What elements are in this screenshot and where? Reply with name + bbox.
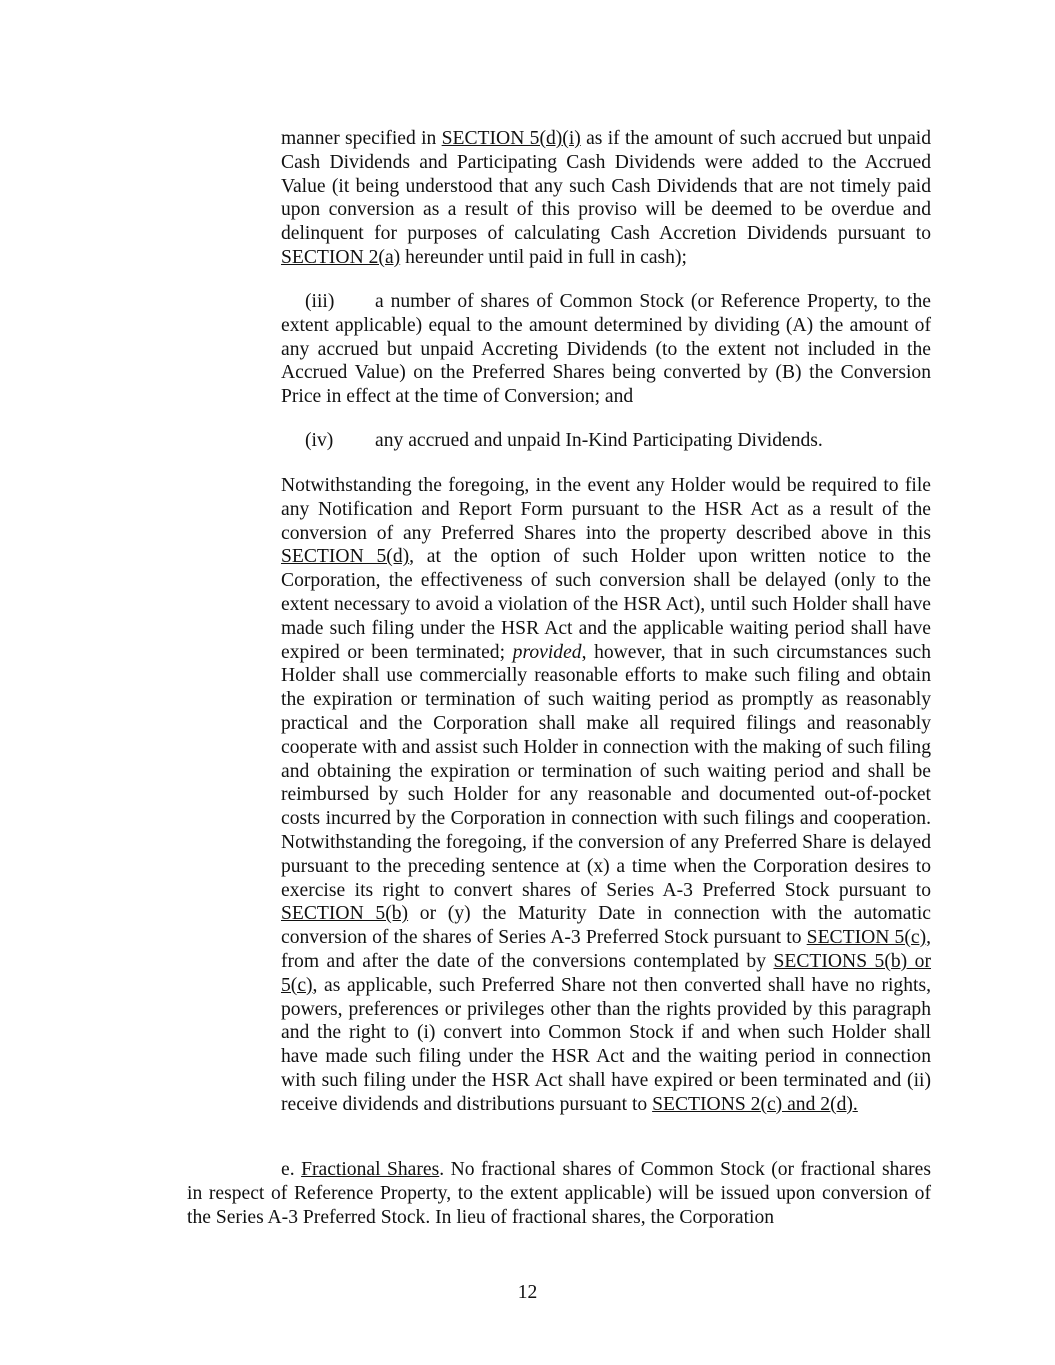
section-reference: SECTION 5(d) xyxy=(281,546,410,568)
paragraph-text: manner specified in xyxy=(281,128,442,149)
paragraph-text: as if the amount of such accrued but unpaid Cash Dividends and Participating Cash Dividends were added to the Accrued Value (it being understood that any such Cash Dividends that are not timely paid upon conversion as a result of this proviso will be deemed to be overdue and delinquent for purposes of calculating Cash Accretion Dividends pursuant to xyxy=(281,128,932,245)
list-item-text: any accrued and unpaid In-Kind Participating Dividends. xyxy=(375,430,823,451)
paragraph-text: , however, that in such circumstances such Holder shall use commercially reasonable efforts to make such filing and obtain the expiration or termination of such waiting period as promptly as reasonably practical and the Corporation shall make all required filings and reasonably cooperate with and assist such Holder in connection with the making of such filing and obtaining the expiration or termination of such waiting period and shall be reimbursed by such Holder for any reasonable and documented out-of-pocket costs incurred by the Corporation in connection with such filings and cooperation. Notwithstanding the foregoing, if the conversion of any Preferred Share is delayed pursuant to the preceding sentence at (x) a time when the Corporation desires to exercise its right to convert shares of Series A-3 Preferred Stock pursuant to xyxy=(281,641,931,901)
section-reference: SECTION 5(d)(i) xyxy=(441,128,581,149)
section-letter: e. xyxy=(281,1159,295,1180)
page-number: 12 xyxy=(517,1282,538,1303)
section-e-paragraph xyxy=(187,1158,931,1229)
paragraph-text: , at the option of such Holder upon written notice to the Corporation, the effectiveness of such conversion shall be delayed (only to the extent necessary to avoid a violation of the HSR Act), until such Holder shall have made such filing under the HSR Act and the applicable waiting period shall have expired or been terminated; xyxy=(281,546,931,663)
list-item-iv xyxy=(281,429,931,453)
section-reference: SECTION 2(a) xyxy=(281,246,401,268)
paragraph-text: , from and after the date of the conversions contemplated by xyxy=(281,927,931,972)
paragraph-text: or (y) the Maturity Date in connection with the automatic conversion of the shares of Series A-3 Preferred Stock pursuant to xyxy=(281,903,931,949)
section-reference: SECTIONS 5(b) or 5(c) xyxy=(281,950,931,996)
list-item-iii xyxy=(281,290,931,409)
section-reference: SECTIONS 2(c) and 2(d). xyxy=(652,1093,858,1115)
paragraph-text: hereunder until paid in full in cash); xyxy=(400,246,687,268)
notwithstanding-paragraph xyxy=(281,474,931,1117)
list-item-text: a number of shares of Common Stock (or Reference Property, to the extent applicable) equal to the amount determined by dividing (A) the amount of any accrued but unpaid Accreting Dividends (to the extent not included in the Accrued Value) on the Preferred Shares being converted by (B) the Conversion Price in effect at the time of Conversion; and xyxy=(281,291,931,408)
list-item-number: (iii) xyxy=(305,291,335,312)
continuation-paragraph xyxy=(281,127,931,270)
section-reference: SECTION 5(c) xyxy=(806,927,927,949)
emphasis-text: provided xyxy=(512,641,582,663)
paragraph-text: . No fractional shares of Common Stock (or fractional shares in respect of Reference Property, to the extent applicable) will be issued upon conversion of the Series A-3 Preferred Stock. In lieu of fractional shares, the Corporation xyxy=(187,1159,932,1228)
list-item-number: (iv) xyxy=(305,430,334,451)
paragraph-text: Notwithstanding the foregoing, in the event any Holder would be required to file any Notification and Report Form pursuant to the HSR Act as a result of the conversion of any Preferred Shares into the property described above in this xyxy=(281,475,931,544)
paragraph-text: , as applicable, such Preferred Share not then converted shall have no rights, powers, preferences or privileges other than the rights provided by this paragraph and the right to (i) convert into Common Stock if and when such Holder shall have made such filing under the HSR Act and the waiting period in connection with such filing under the HSR Act shall have expired or been terminated and (ii) receive dividends and distributions pursuant to xyxy=(281,974,931,1115)
section-heading: Fractional Shares xyxy=(301,1159,440,1180)
section-reference: SECTION 5(b) xyxy=(281,903,409,925)
